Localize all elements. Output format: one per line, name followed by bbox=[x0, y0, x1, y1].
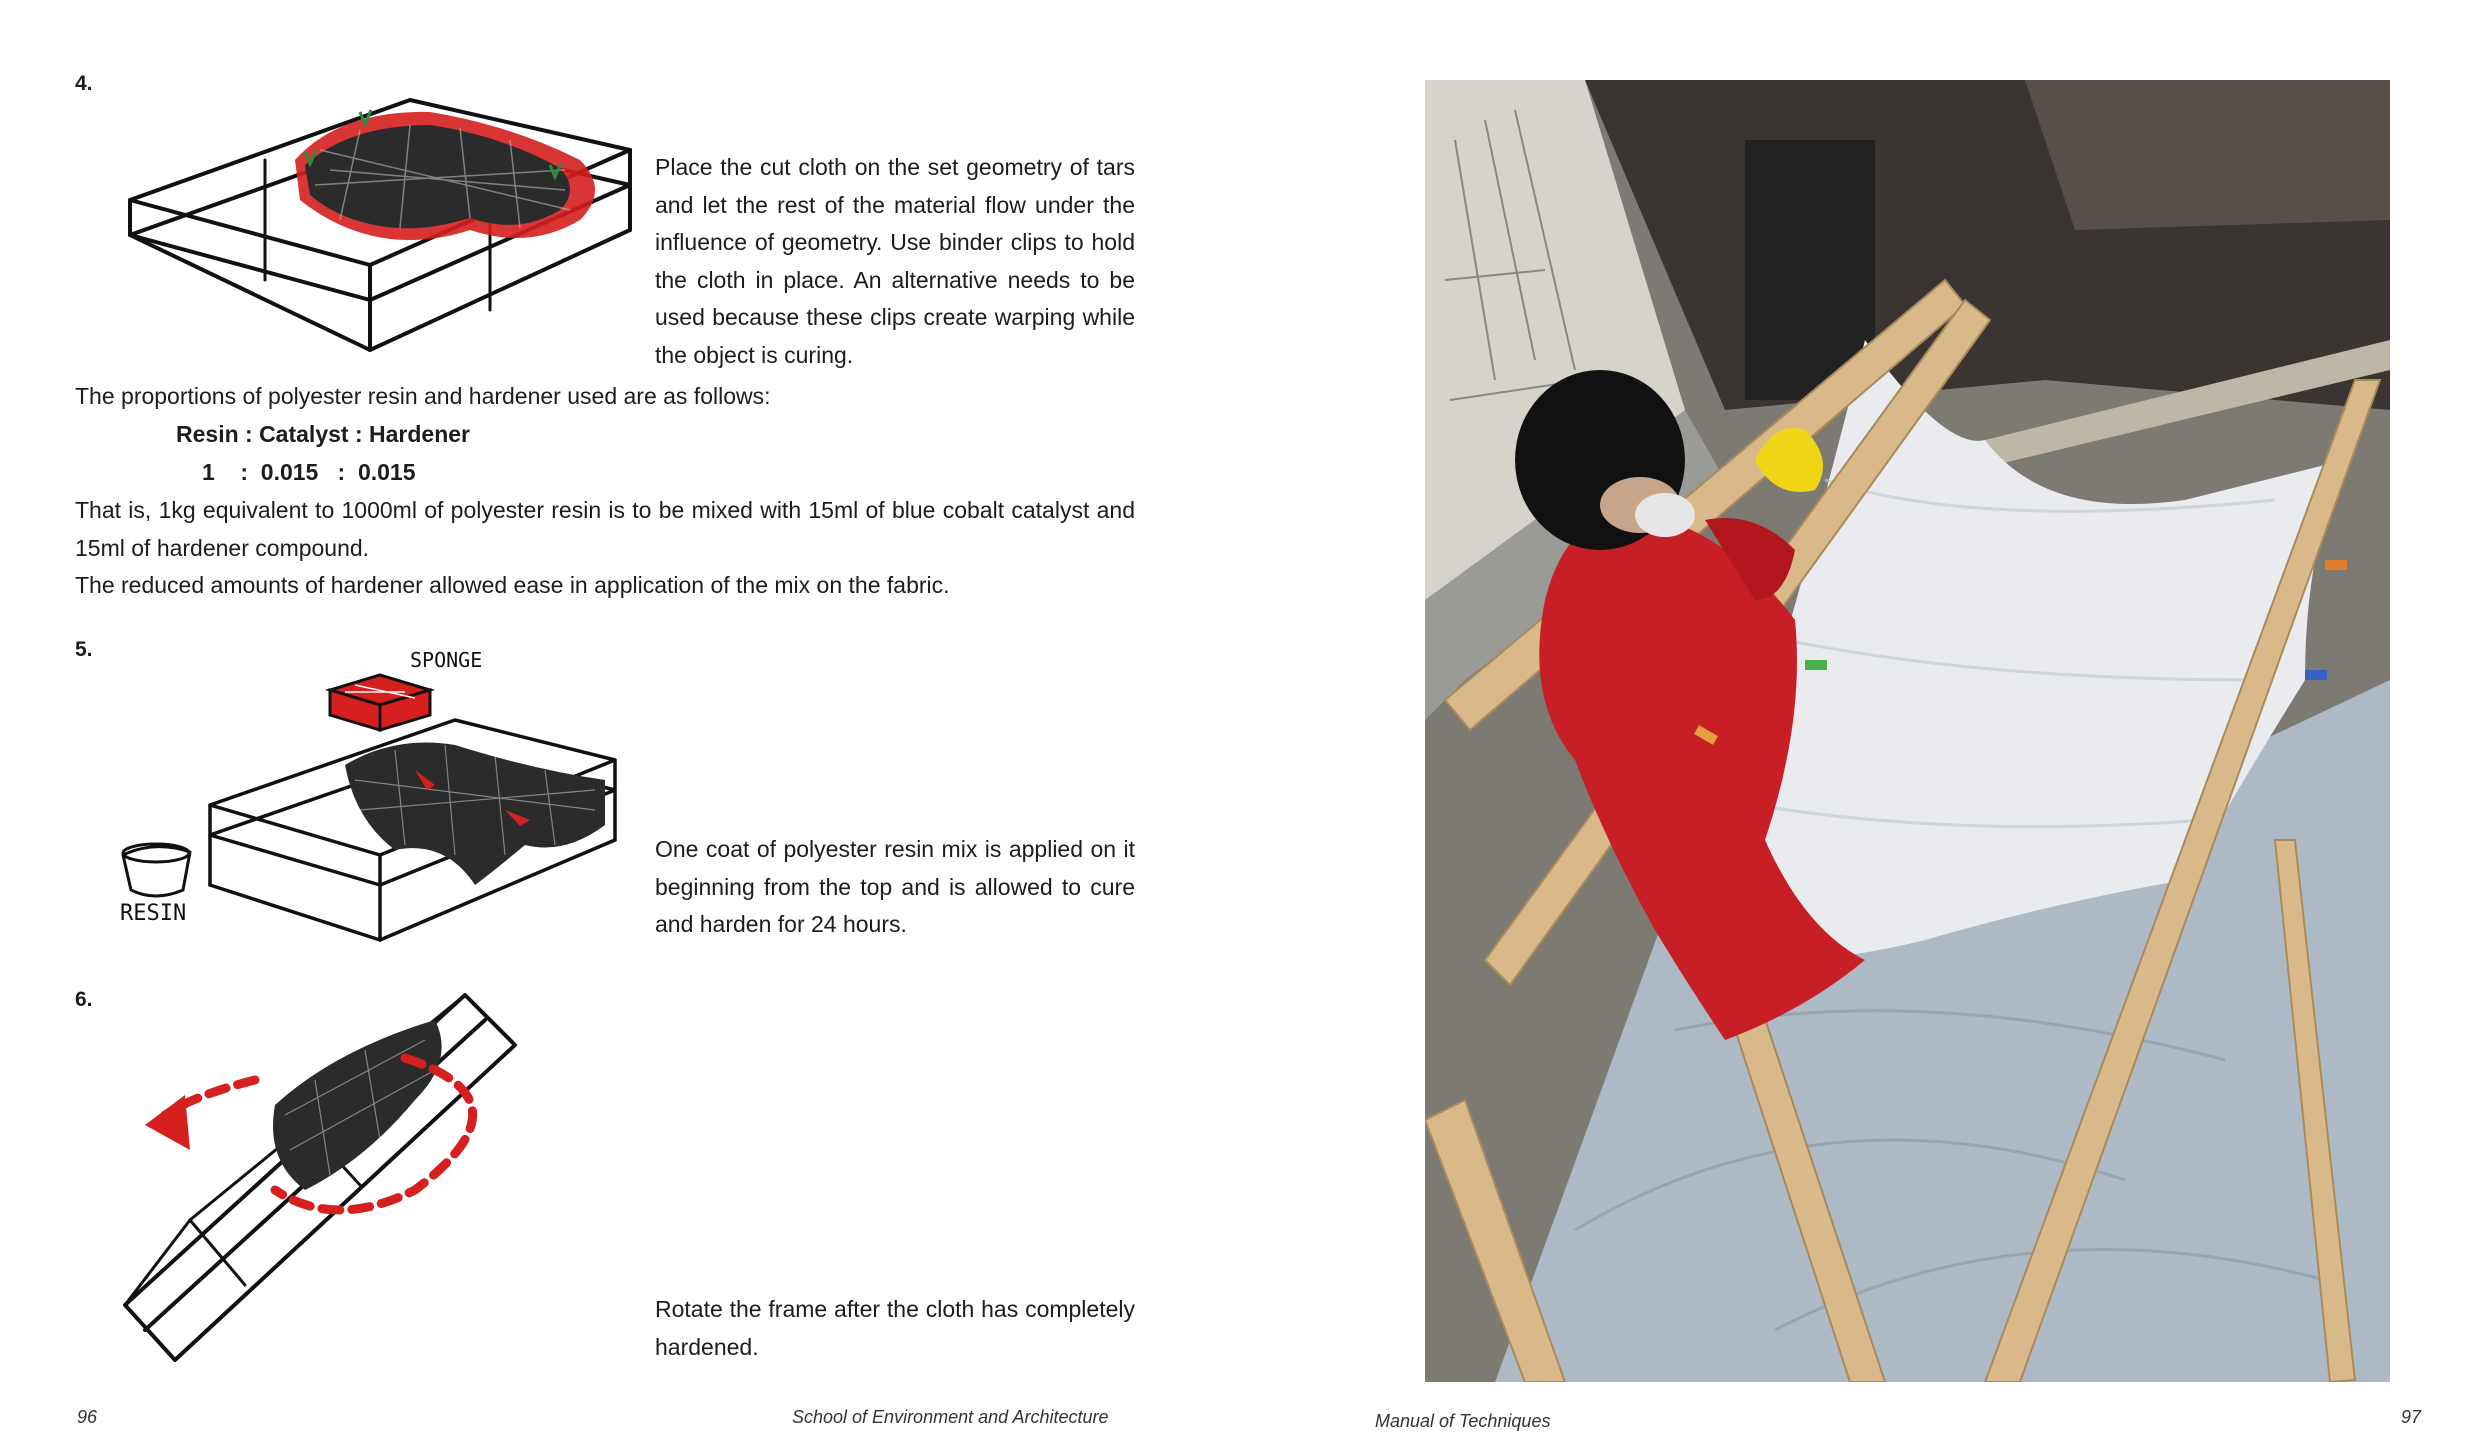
step-5-text: One coat of polyester resin mix is applied on it beginning from the top and is allowed to cure and harden for 24 hours. bbox=[655, 836, 1135, 937]
explanation-2: The reduced amounts of hardener allowed ease in application of the mix on the fabric. bbox=[75, 572, 950, 598]
left-page-number: 96 bbox=[77, 1407, 98, 1427]
right-page-number: 97 bbox=[2401, 1407, 2422, 1427]
sponge-label: SPONGE bbox=[410, 648, 483, 672]
right-footer-title: Manual of Techniques bbox=[1375, 1411, 1551, 1431]
ratio-values: 1 : 0.015 : 0.015 bbox=[202, 459, 416, 485]
explanation-1: That is, 1kg equivalent to 1000ml of polyester resin is to be mixed with 15ml of blue cobalt catalyst and 15ml of hardener compound. bbox=[75, 497, 1135, 561]
step-6-text: Rotate the frame after the cloth has completely hardened. bbox=[655, 1296, 1135, 1360]
sketch-resin-sponge bbox=[115, 640, 635, 940]
step-4-number: 4. bbox=[75, 72, 93, 95]
step-6-number: 6. bbox=[75, 988, 93, 1011]
step-5-number: 5. bbox=[75, 638, 93, 661]
sketch-rotate-frame bbox=[115, 990, 535, 1380]
left-footer-title: School of Environment and Architecture bbox=[792, 1407, 1109, 1427]
step-4-text: Place the cut cloth on the set geometry of tars and let the rest of the material flow under the influence of geometry. Use binder clips to hold the cloth in place. An alternative needs to be used because these clips create warping while the object is curing. bbox=[655, 154, 1135, 368]
sketch-frame-cloth bbox=[110, 90, 650, 370]
proportions-intro: The proportions of polyester resin and hardener used are as follows: bbox=[75, 383, 771, 409]
ratio-header: Resin : Catalyst : Hardener bbox=[176, 421, 470, 447]
workshop-photo bbox=[1425, 80, 2390, 1382]
resin-label: RESIN bbox=[120, 901, 187, 926]
